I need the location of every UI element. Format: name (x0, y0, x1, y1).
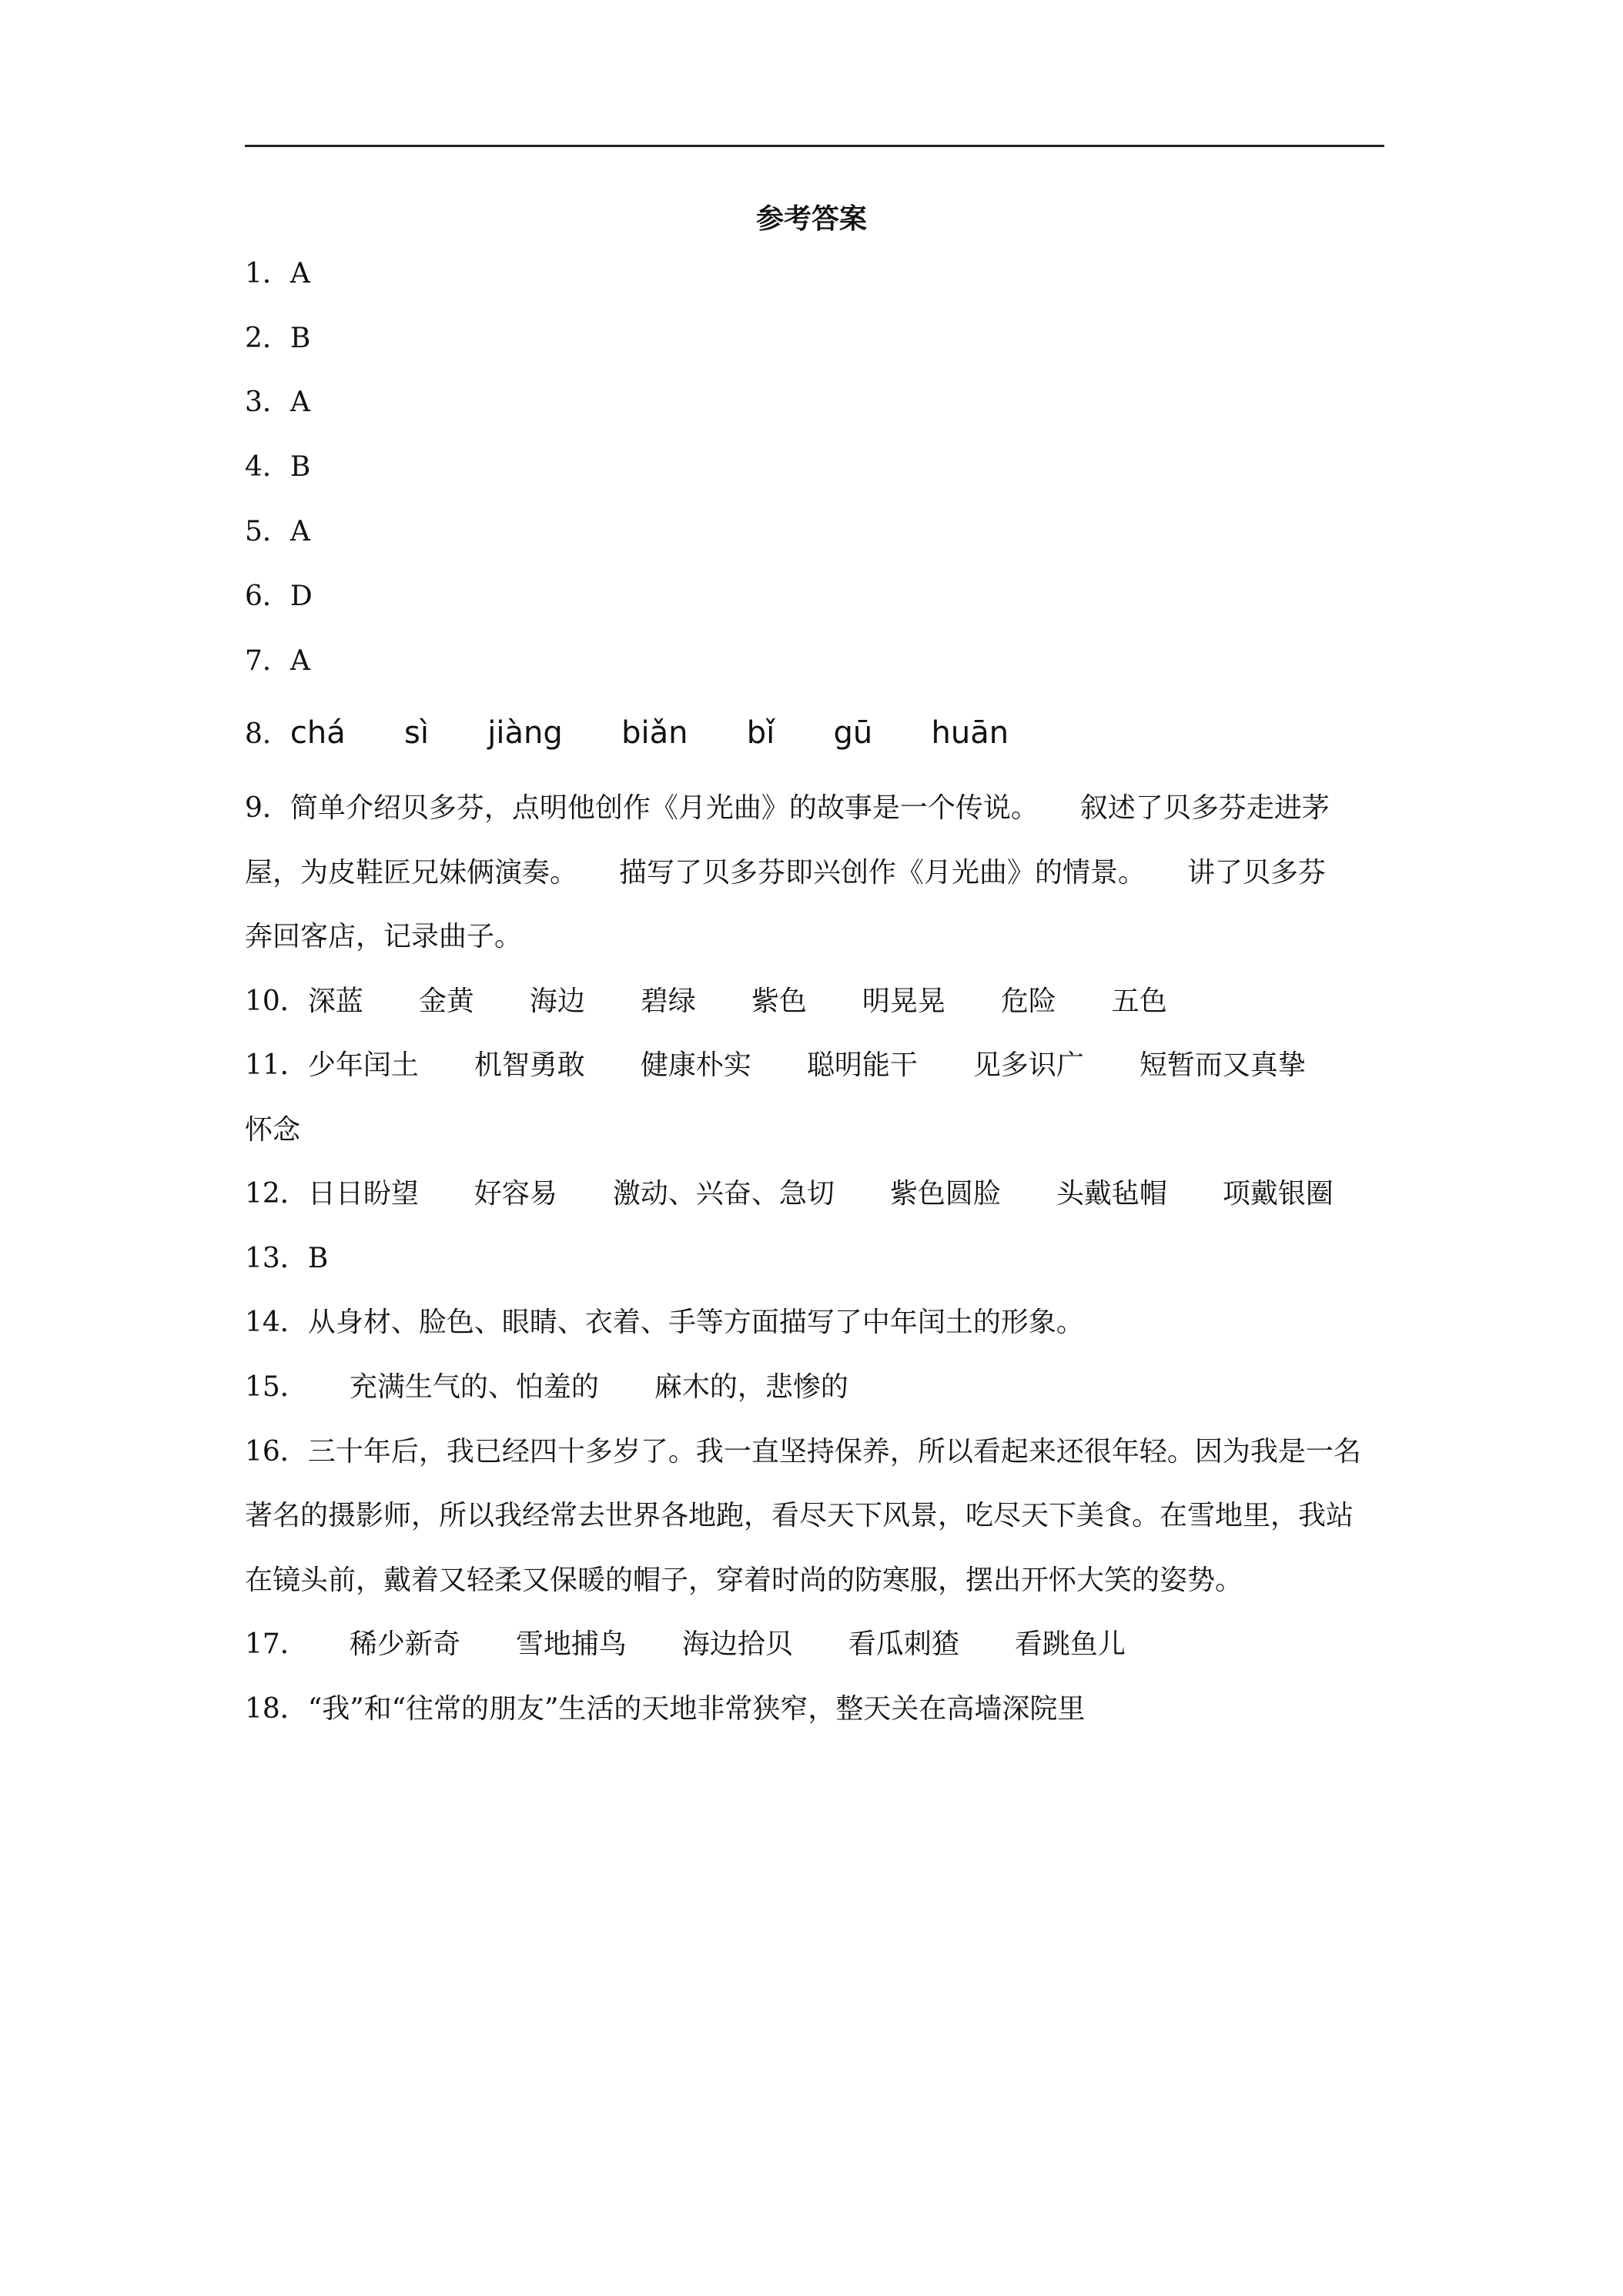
answer-text: D (289, 581, 313, 612)
answer-text: A (289, 645, 310, 677)
answer-9-line-1 (245, 788, 1400, 828)
answer-16-line-3: 在镜头前，戴着又轻柔又保暖的帽子，穿着时尚的防寒服，摆出开怀大笑的姿势。 (245, 1565, 1243, 1596)
answer-3 (245, 383, 1400, 423)
answer-2 (245, 319, 1400, 359)
answer-16-line-2: 著名的摄影师，所以我经常去世界各地跑，看尽天下风景，吃尽天下美食。在雪地里，我站 (245, 1500, 1354, 1531)
answer-text: 三十年后，我已经四十多岁了。我一直坚持保养，所以看起来还很年轻。因为我是一名 (307, 1436, 1361, 1468)
answer-text: B (307, 1243, 329, 1274)
answer-text: 简单介绍贝多芬，点明他创作《月光曲》的故事是一个传说。 叙述了贝多芬走进茅 (289, 792, 1330, 824)
answer-number: 14． (245, 1307, 308, 1338)
answer-number: 4． (245, 451, 290, 483)
answer-number: 16． (245, 1436, 308, 1468)
answer-8 (245, 713, 1400, 755)
answer-text: B (289, 451, 311, 483)
answer-text: 深蓝 金黄 海边 碧绿 紫色 明晃晃 危险 五色 (307, 986, 1167, 1017)
answer-text: A (289, 258, 310, 290)
answer-14 (245, 1303, 1400, 1343)
answer-number: 3． (245, 387, 290, 418)
answer-18 (245, 1689, 1400, 1729)
answer-text: 充满生气的、怕羞的 麻木的，悲惨的 (293, 1371, 848, 1403)
answer-number: 17． (245, 1628, 294, 1660)
answer-text: A (289, 387, 310, 418)
answer-5 (245, 512, 1400, 552)
answer-number: 15． (245, 1371, 294, 1403)
answer-number: 5． (245, 516, 290, 547)
page-title: 参考答案 (755, 202, 867, 235)
answer-number: 12． (245, 1178, 308, 1210)
answer-7 (245, 641, 1400, 681)
answer-17 (245, 1625, 1400, 1665)
answer-number: 18． (245, 1693, 308, 1725)
answer-text: 稀少新奇 雪地捕鸟 海边拾贝 看瓜刺猹 看跳鱼儿 (293, 1628, 1126, 1660)
answer-13 (245, 1239, 1400, 1279)
answer-text: 从身材、脸色、眼睛、衣着、手等方面描写了中年闰土的形象。 (307, 1307, 1084, 1338)
answer-number: 7． (245, 645, 290, 677)
answer-number: 8． (245, 718, 290, 750)
answer-11-line-2: 怀念 (245, 1114, 301, 1146)
answer-text: B (289, 323, 311, 354)
answer-text: “我”和“往常的朋友”生活的天地非常狭窄，整天关在高墙深院里 (307, 1693, 1086, 1725)
answer-number: 10． (245, 986, 308, 1017)
answer-number: 11． (245, 1049, 308, 1081)
answer-9-line-2: 屋，为皮鞋匠兄妹俩演奏。 描写了贝多芬即兴创作《月光曲》的情景。 讲了贝多芬 (245, 857, 1327, 889)
answer-6 (245, 577, 1400, 617)
answer-text: A (289, 516, 310, 547)
answer-12 (245, 1174, 1400, 1214)
answer-9-line-3: 奔回客店，记录曲子。 (245, 921, 523, 952)
answer-text: 少年闰土 机智勇敢 健康朴实 聪明能干 见多识广 短暂而又真挚 (307, 1049, 1306, 1081)
answer-text: 日日盼望 好容易 激动、兴奋、急切 紫色圆脸 头戴毡帽 项戴银圈 (307, 1178, 1334, 1210)
answer-11-line-1 (245, 1046, 1400, 1086)
header-rule (245, 145, 1384, 147)
answer-number: 13． (245, 1243, 308, 1274)
pinyin-answers: chá sì jiàng biǎn bǐ gū huān (289, 715, 1009, 751)
answer-4 (245, 447, 1400, 487)
answer-15 (245, 1367, 1400, 1407)
answer-number: 2． (245, 323, 290, 354)
answer-number: 9． (245, 792, 290, 824)
answer-number: 1． (245, 258, 290, 290)
answer-10 (245, 982, 1400, 1022)
answer-16-line-1 (245, 1432, 1400, 1472)
answer-1 (245, 254, 1400, 294)
answer-number: 6． (245, 581, 290, 612)
